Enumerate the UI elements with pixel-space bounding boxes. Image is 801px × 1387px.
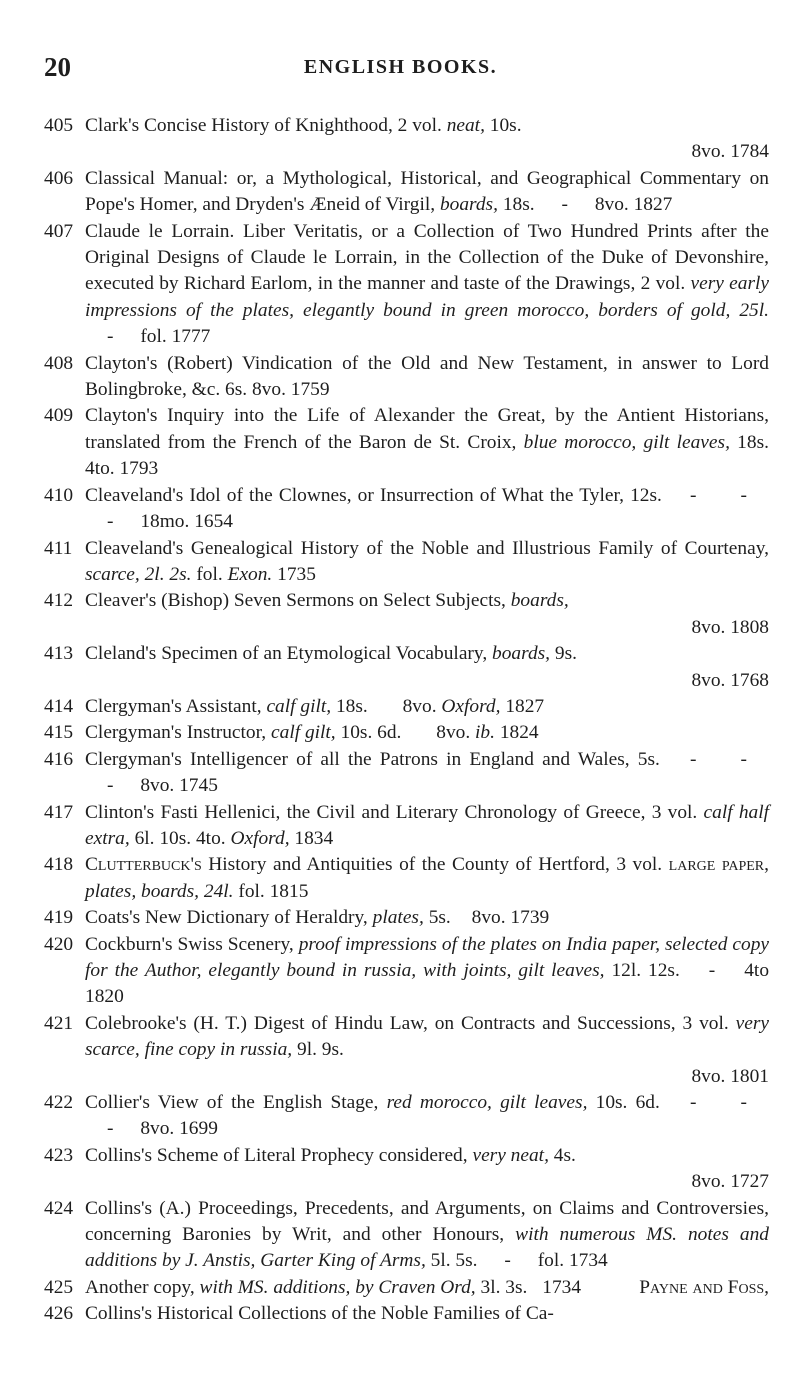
page-header bbox=[44, 52, 757, 86]
dash: - bbox=[107, 326, 114, 348]
entry-title: Collier's View of the English Stage, bbox=[85, 1092, 379, 1114]
entry-condition: very scarce, fine copy in russia, bbox=[85, 1012, 769, 1061]
entry-format: 8vo. bbox=[436, 722, 471, 744]
entry-426 bbox=[44, 1301, 769, 1327]
catalogue-entries bbox=[44, 113, 769, 1328]
entry-price: 12s. bbox=[630, 484, 662, 506]
entry-condition: blue morocco, gilt leaves, bbox=[523, 431, 730, 453]
entry-imprint: 8vo. 1727 bbox=[691, 1171, 769, 1193]
entry-condition: proof impressions of the plates on India paper, selected copy for the Author, elegantly bound in russia, with joints, gilt leaves, bbox=[85, 933, 769, 981]
entry-format: fol. bbox=[196, 563, 223, 585]
entry-416 bbox=[44, 747, 769, 800]
entry-title: Another copy, bbox=[85, 1276, 195, 1298]
entry-408 bbox=[44, 351, 769, 404]
entry-place: Exon. bbox=[227, 563, 273, 585]
entry-number: 418 bbox=[44, 854, 74, 876]
entry-number: 416 bbox=[44, 748, 74, 770]
entry-number: 417 bbox=[44, 801, 74, 823]
entry-price: 5s. bbox=[428, 907, 451, 929]
entry-number: 425 bbox=[44, 1276, 74, 1298]
dash: - bbox=[107, 1118, 114, 1140]
entry-price: 18s. bbox=[502, 194, 535, 216]
entry-420 bbox=[44, 932, 769, 1011]
dash: - bbox=[740, 748, 747, 770]
entry-title: Cockburn's Swiss Scenery, bbox=[85, 933, 294, 955]
entry-number: 405 bbox=[44, 115, 74, 136]
entry-406 bbox=[44, 166, 769, 219]
entry-number: 406 bbox=[44, 167, 74, 189]
entry-title: Collins's (A.) Proceedings, Precedents, and Arguments, on Claims and Controversies, concerning Baronies by Writ, and other Honours, bbox=[85, 1197, 769, 1246]
entry-imprint: 8vo. 1739 bbox=[471, 907, 550, 929]
entry-417 bbox=[44, 800, 769, 853]
entry-title: Clayton's Inquiry into the Life of Alexander the Great, by the Antient Historians, translated from the French of the Baron de St. Croix, bbox=[85, 405, 769, 453]
dash: - bbox=[690, 484, 697, 506]
catchword: Payne and Foss, bbox=[639, 1277, 769, 1298]
entry-414 bbox=[44, 694, 769, 720]
entry-price: 9s. bbox=[554, 643, 577, 665]
entry-condition: neat, bbox=[446, 115, 485, 136]
entry-paper-note: large paper, bbox=[668, 854, 769, 876]
entry-condition: plates, bbox=[372, 907, 424, 929]
entry-price: 5s. bbox=[637, 748, 660, 770]
dash: - bbox=[107, 511, 114, 533]
entry-title: Clergyman's Instructor, bbox=[85, 722, 267, 744]
entry-imprint: 4to 1820 bbox=[85, 960, 770, 1008]
entry-year: 1824 bbox=[499, 722, 539, 744]
entry-number: 422 bbox=[44, 1092, 74, 1114]
entry-condition: with MS. additions, by Craven Ord, bbox=[199, 1276, 476, 1298]
entry-price: 25l. bbox=[739, 299, 769, 321]
entry-price: 9l. 9s. bbox=[297, 1039, 344, 1061]
entry-number: 411 bbox=[44, 537, 73, 559]
dash: - bbox=[107, 775, 114, 797]
entry-title: Clinton's Fasti Hellenici, the Civil and Literary Chronology of Greece, 3 vol. bbox=[85, 801, 698, 823]
entry-imprint: 8vo. 1784 bbox=[691, 141, 769, 163]
entry-title: Claude le Lorrain. Liber Veritatis, or a Collection of Two Hundred Prints after the Original Designs of Claude le Lorrain, in the Collection of the Duke of Devonshire, executed by Richard Earlom, in the manner and taste of the Drawings, 2 vol. bbox=[85, 220, 769, 295]
entry-price: 10s. 6d. bbox=[595, 1092, 660, 1114]
entry-condition: boards, bbox=[439, 194, 498, 216]
entry-423 bbox=[44, 1143, 769, 1196]
entry-title: Cleland's Specimen of an Etymological Vocabulary, bbox=[85, 643, 488, 665]
running-title: ENGLISH BOOKS. bbox=[303, 56, 498, 78]
entry-imprint: 8vo. 1759 bbox=[251, 379, 330, 401]
entry-title: Cleaver's (Bishop) Seven Sermons on Select Subjects, bbox=[85, 590, 506, 612]
entry-422 bbox=[44, 1090, 769, 1143]
entry-condition: plates, boards, bbox=[85, 880, 200, 902]
entry-condition: boards, bbox=[510, 590, 569, 612]
entry-419 bbox=[44, 905, 769, 931]
entry-number: 407 bbox=[44, 220, 74, 242]
entry-price: 10s. bbox=[489, 115, 522, 136]
entry-number: 421 bbox=[44, 1012, 74, 1034]
entry-imprint: 4to. 1793 bbox=[85, 458, 159, 480]
entry-price: 3l. 3s. bbox=[480, 1276, 528, 1298]
entry-price: 6l. 10s. bbox=[134, 827, 192, 849]
entry-title: Collins's Scheme of Literal Prophecy considered, bbox=[85, 1144, 468, 1166]
entry-number: 423 bbox=[44, 1144, 74, 1166]
page-number: 20 bbox=[44, 52, 71, 82]
entry-418 bbox=[44, 852, 769, 905]
entry-price: 5l. 5s. bbox=[430, 1250, 478, 1272]
entry-price: 10s. 6d. bbox=[340, 722, 402, 744]
dash: - bbox=[690, 1092, 697, 1114]
entry-condition: very neat, bbox=[472, 1144, 549, 1166]
entry-number: 413 bbox=[44, 643, 74, 665]
entry-title: Classical Manual: or, a Mythological, Historical, and Geographical Commentary on Pope's Homer, and Dryden's Æneid of Virgil, bbox=[85, 167, 769, 216]
entry-imprint: 8vo. 1768 bbox=[691, 669, 769, 691]
dash: - bbox=[740, 484, 747, 506]
entry-imprint: 8vo. 1808 bbox=[691, 616, 769, 638]
entry-condition: boards, bbox=[492, 643, 551, 665]
entry-condition: with numerous MS. notes and additions by J. Anstis, Garter King of Arms, bbox=[85, 1224, 769, 1272]
entry-condition: calf gilt, bbox=[271, 722, 336, 744]
dash: - bbox=[561, 194, 568, 216]
entry-imprint: 8vo. 1801 bbox=[691, 1065, 769, 1087]
entry-title: Cleaveland's Idol of the Clownes, or Insurrection of What the Tyler, bbox=[85, 484, 624, 506]
entry-413 bbox=[44, 641, 769, 694]
entry-title: Coats's New Dictionary of Heraldry, bbox=[85, 907, 368, 929]
entry-imprint: fol. 1777 bbox=[140, 326, 211, 348]
entry-409 bbox=[44, 403, 769, 482]
entry-number: 410 bbox=[44, 484, 74, 506]
entry-condition: red morocco, gilt leaves, bbox=[386, 1092, 588, 1114]
entry-number: 426 bbox=[44, 1303, 74, 1325]
entry-place: ib. bbox=[475, 722, 495, 744]
entry-year: 1735 bbox=[277, 563, 316, 585]
dash: - bbox=[708, 960, 716, 981]
entry-410 bbox=[44, 483, 769, 536]
entry-price: 18s. bbox=[335, 695, 368, 717]
entry-price: 2l. 2s. bbox=[144, 563, 192, 585]
entry-imprint: 8vo. 1827 bbox=[594, 194, 673, 216]
entry-405 bbox=[44, 113, 769, 166]
entry-format: 8vo. bbox=[402, 695, 437, 717]
entry-year: 1834 bbox=[294, 827, 334, 849]
entry-imprint: fol. 1734 bbox=[537, 1250, 608, 1272]
entry-price: 4s. bbox=[553, 1144, 576, 1166]
entry-title: History and Antiquities of the County of Hertford, 3 vol. bbox=[208, 854, 663, 876]
dash: - bbox=[690, 748, 697, 770]
entry-title: Clergyman's Intelligencer of all the Patrons in England and Wales, bbox=[85, 748, 630, 770]
entry-author: Clutterbuck's bbox=[85, 854, 202, 876]
entry-421 bbox=[44, 1011, 769, 1090]
entry-411 bbox=[44, 536, 769, 589]
entry-number: 424 bbox=[44, 1197, 74, 1219]
entry-imprint: fol. 1815 bbox=[238, 880, 309, 902]
entry-title: Clayton's (Robert) Vindication of the Old and New Testament, in answer to Lord Bolingbroke, &c. 6s. bbox=[85, 352, 769, 401]
entry-number: 419 bbox=[44, 907, 74, 929]
entry-415 bbox=[44, 720, 769, 746]
entry-place: Oxford, bbox=[441, 695, 501, 717]
entry-imprint: 8vo. 1699 bbox=[140, 1118, 218, 1140]
entry-price: 18s. bbox=[737, 431, 769, 453]
entry-title: Colebrooke's (H. T.) Digest of Hindu Law, on Contracts and Successions, 3 vol. bbox=[85, 1012, 729, 1034]
entry-price: 24l. bbox=[203, 880, 234, 902]
entry-424 bbox=[44, 1196, 769, 1275]
entry-format: 4to. bbox=[195, 827, 226, 849]
dash: - bbox=[740, 1092, 747, 1114]
entry-title: Collins's Historical Collections of the Noble Families of Ca- bbox=[85, 1303, 554, 1325]
entry-price: 12l. 12s. bbox=[611, 960, 680, 981]
entry-condition: very early impressions of the plates, elegantly bound in green morocco, borders of gold, bbox=[85, 273, 769, 321]
entry-number: 414 bbox=[44, 695, 74, 717]
entry-number: 408 bbox=[44, 352, 74, 374]
entry-407 bbox=[44, 219, 769, 351]
entry-place: Oxford, bbox=[230, 827, 290, 849]
entry-year: 1827 bbox=[505, 695, 545, 717]
entry-number: 409 bbox=[44, 405, 74, 427]
entry-number: 415 bbox=[44, 722, 74, 744]
entry-imprint: 18mo. 1654 bbox=[140, 511, 233, 533]
entry-condition: scarce, bbox=[85, 563, 140, 585]
dash: - bbox=[504, 1250, 511, 1272]
entry-number: 420 bbox=[44, 933, 74, 955]
entry-imprint: 8vo. 1745 bbox=[140, 775, 218, 797]
entry-imprint: 1734 bbox=[542, 1276, 582, 1298]
entry-number: 412 bbox=[44, 590, 74, 612]
entry-title: Clark's Concise History of Knighthood, 2 vol. bbox=[85, 115, 442, 136]
entry-title: Clergyman's Assistant, bbox=[85, 695, 262, 717]
entry-title: Cleaveland's Genealogical History of the Noble and Illustrious Family of Courtenay, bbox=[85, 537, 769, 559]
entry-condition: calf gilt, bbox=[266, 695, 332, 717]
entry-412 bbox=[44, 588, 769, 641]
entry-condition: calf half extra, bbox=[85, 801, 769, 849]
